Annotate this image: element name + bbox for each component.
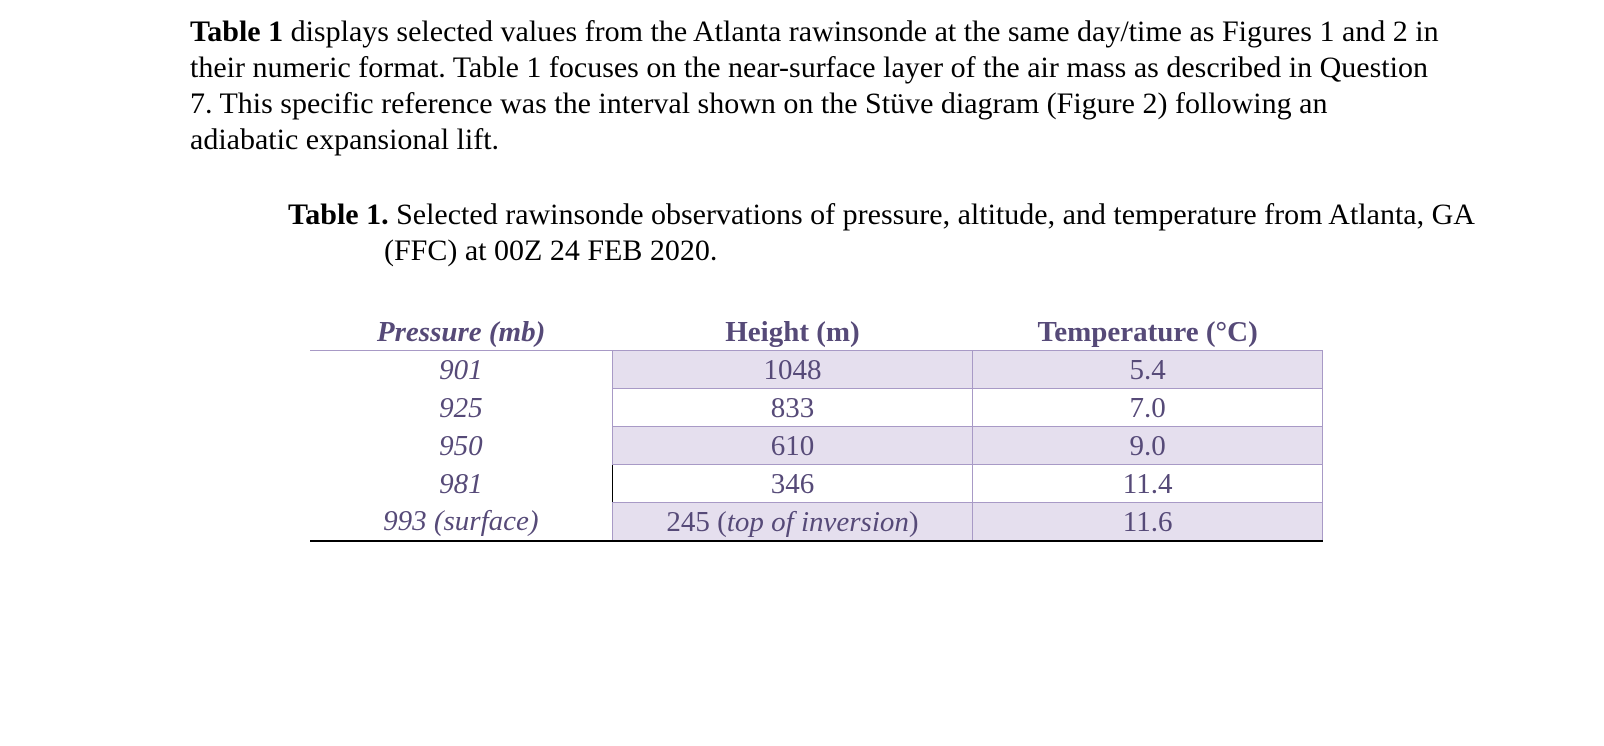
height-close: )	[908, 505, 919, 538]
cell-pressure: 950	[439, 429, 483, 462]
table-header-row	[310, 313, 1323, 351]
caption-label: Table 1.	[288, 198, 389, 231]
table-caption	[288, 197, 1544, 269]
observations-table	[310, 313, 1323, 542]
intro-lead: Table 1	[190, 15, 284, 48]
header-height: Height (m)	[612, 313, 973, 351]
height-value: 245 (	[666, 505, 727, 538]
cell-temperature: 7.0	[973, 389, 1323, 427]
table-row	[310, 351, 1323, 389]
table-row	[310, 465, 1323, 503]
intro-text: displays selected values from the Atlanta rawinsonde at the same day/time as Figures 1 and 2 in their numeric format. Table 1 focuses on the near-surface layer of the air mass as described in Question 7. This specific reference was the interval shown on the Stüve diagram (Figure 2) following an adiabatic expansional lift.	[190, 15, 1439, 156]
table-row	[310, 503, 1323, 542]
cell-temperature: 11.6	[973, 503, 1323, 542]
caption-text: Selected rawinsonde observations of pressure, altitude, and temperature from Atlanta, GA (FFC) at 00Z 24 FEB 2020.	[384, 198, 1474, 267]
cell-height: 1048	[612, 351, 973, 389]
header-pressure: Pressure (mb)	[310, 313, 612, 351]
cell-height: 833	[612, 389, 973, 427]
intro-paragraph	[190, 14, 1440, 158]
cell-temperature: 5.4	[973, 351, 1323, 389]
header-temperature: Temperature (°C)	[973, 313, 1323, 351]
height-note: top of inversion	[726, 505, 909, 538]
table-row	[310, 389, 1323, 427]
table-row	[310, 427, 1323, 465]
cell-pressure: 925	[439, 391, 483, 424]
cell-height	[612, 503, 973, 542]
cell-height: 346	[612, 465, 973, 503]
cell-temperature: 9.0	[973, 427, 1323, 465]
cell-height: 610	[612, 427, 973, 465]
cell-pressure: 981	[439, 467, 483, 500]
cell-pressure: 901	[439, 353, 483, 386]
cell-pressure: 993 (surface)	[310, 503, 612, 542]
cell-temperature: 11.4	[973, 465, 1323, 503]
